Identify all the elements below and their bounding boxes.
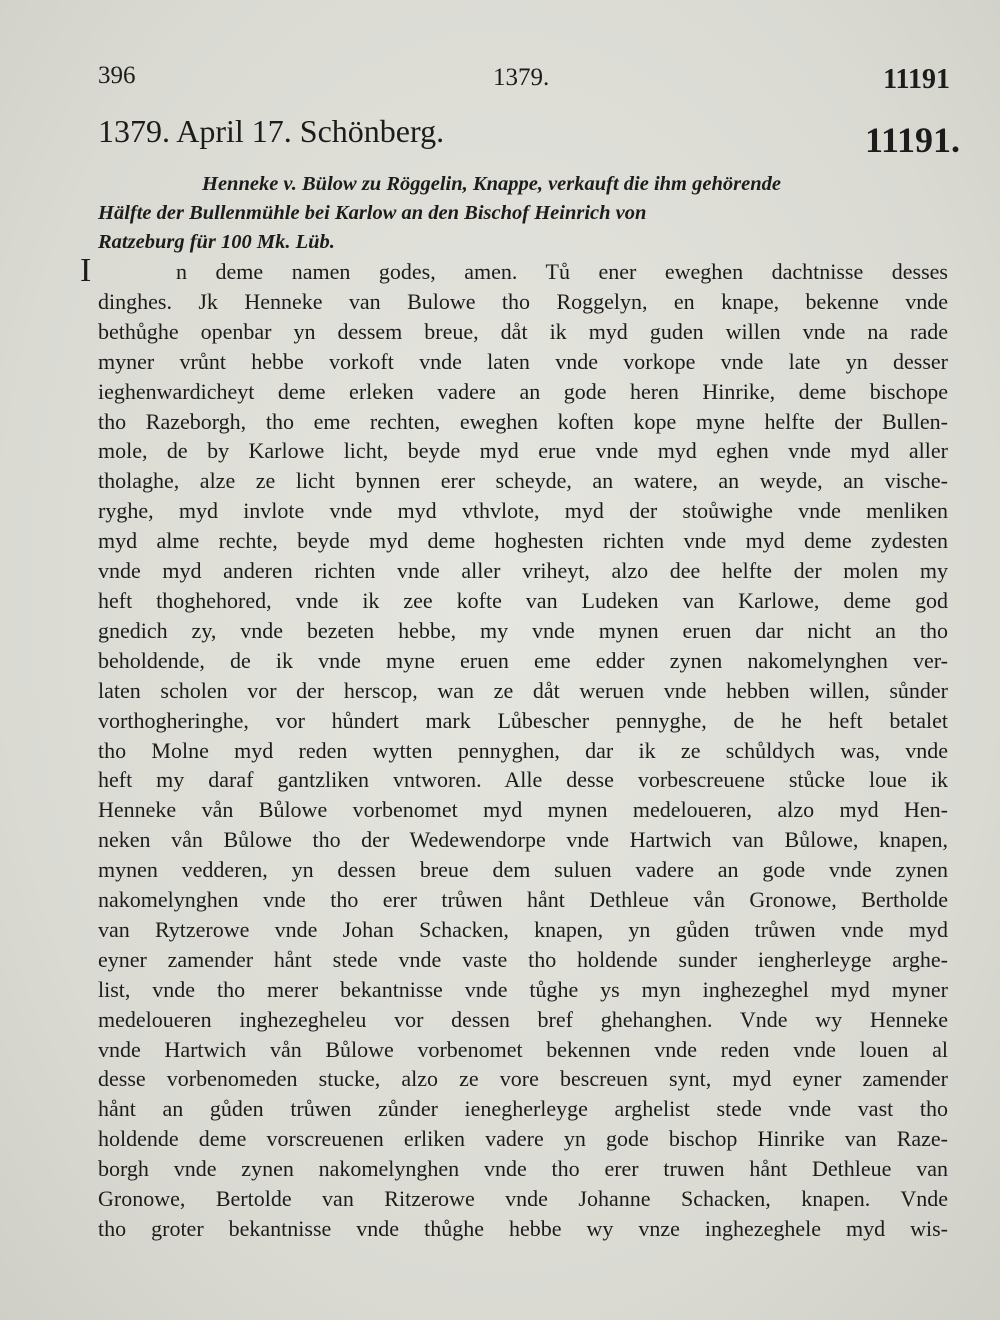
initial-letter: I — [80, 252, 92, 289]
header-document-number: 11191 — [883, 64, 950, 95]
text-line: hånt an gůden trůwen zůnder ienegherleyge arghelist stede vnde vast tho — [98, 1096, 948, 1122]
text-line: ieghenwardicheyt deme erleken vadere an gode heren Hinrike, deme bischope — [98, 378, 948, 404]
summary-line: Henneke v. Bülow zu Röggelin, Knappe, verkauft die ihm gehörende — [202, 173, 781, 195]
text-line: list, vnde tho merer bekantnisse vnde tůghe ys myn inghezeghel myd myner — [98, 976, 948, 1002]
text-line: eyner zamender hånt stede vnde vaste tho holdende sunder iengherleyge arghe- — [98, 946, 948, 972]
text-line: van Rytzerowe vnde Johan Schacken, knapen, yn gůden trůwen vnde myd — [98, 916, 948, 942]
text-line: tho Molne myd reden wytten pennyghen, dar ik ze schůldych was, vnde — [98, 737, 948, 763]
text-line: heft my daraf gantzliken vntworen. Alle desse vorbescreuene stůcke loue ik — [98, 767, 948, 793]
text-line: n deme namen godes, amen. Tů ener eweghen dachtnisse desses — [176, 259, 948, 284]
text-line: heft thoghehored, vnde ik zee kofte van Ludeken van Karlowe, deme god — [98, 587, 948, 613]
text-line: myner vrůnt hebbe vorkoft vnde laten vnde vorkope vnde late yn desser — [98, 348, 948, 374]
text-line: nakomelynghen vnde tho erer trůwen hånt Dethleue vån Gronowe, Bertholde — [98, 887, 948, 913]
text-line: tho groter bekantnisse vnde thůghe hebbe wy vnze inghezeghele myd wis- — [98, 1216, 948, 1241]
text-line: holdende deme vorscreuenen erliken vadere yn gode bischop Hinrike van Raze- — [98, 1126, 948, 1152]
text-line: mynen vedderen, yn dessen breue dem suluen vadere an gode vnde zynen — [98, 857, 948, 883]
text-line: borgh vnde zynen nakomelynghen vnde tho erer truwen hånt Dethleue van — [98, 1156, 948, 1182]
text-line: Gronowe, Bertolde van Ritzerowe vnde Johanne Schacken, knapen. Vnde — [98, 1186, 948, 1212]
text-line: vorthogheringhe, vor hůndert mark Lůbescher pennyghe, de he heft betalet — [98, 707, 948, 733]
text-line: mole, de by Karlowe licht, beyde myd erue vnde myd eghen vnde myd aller — [98, 438, 948, 464]
text-line: tholaghe, alze ze licht bynnen erer scheyde, an watere, an weyde, an vische- — [98, 468, 948, 494]
text-line: vnde myd anderen richten vnde aller vriheyt, alzo dee helfte der molen my — [98, 558, 948, 584]
running-header — [98, 62, 950, 102]
charter-date-place: 1379. April 17. Schönberg. — [98, 113, 445, 149]
text-line: ryghe, myd invlote vnde myd vthvlote, myd der stoůwighe vnde menliken — [98, 498, 948, 524]
text-line: tho Razeborgh, tho eme rechten, eweghen koften kope myne helfte der Bullen- — [98, 408, 948, 434]
text-line: vnde Hartwich vån Bůlowe vorbenomet bekennen vnde reden vnde louen al — [98, 1036, 948, 1062]
charter-text — [98, 257, 948, 1244]
text-line: dinghes. Jk Henneke van Bulowe tho Roggelyn, en knape, bekenne vnde — [98, 288, 948, 314]
charter-number: 11191. — [864, 120, 960, 160]
text-line: neken vån Bůlowe tho der Wedewendorpe vnde Hartwich van Bůlowe, knapen, — [98, 827, 948, 853]
page-number: 396 — [98, 62, 136, 89]
text-line: desse vorbenomeden stucke, alzo ze vore bescreuen synt, myd eyner zamender — [98, 1066, 948, 1092]
header-year: 1379. — [493, 64, 550, 91]
text-line: gnedich zy, vnde bezeten hebbe, my vnde mynen eruen dar nicht an tho — [98, 617, 948, 643]
charter-summary — [98, 170, 953, 257]
summary-line: Ratzeburg für 100 Mk. Lüb. — [98, 231, 335, 253]
text-line: laten scholen vor der herscop, wan ze dåt weruen vnde hebben willen, sůnder — [98, 677, 948, 703]
text-line: Henneke vån Bůlowe vorbenomet myd mynen medeloueren, alzo myd Hen- — [98, 797, 948, 823]
summary-line: Hälfte der Bullenmühle bei Karlow an den Bischof Heinrich von — [98, 202, 647, 224]
charter-heading — [98, 113, 960, 159]
text-line: beholdende, de ik vnde myne eruen eme edder zynen nakomelynghen ver- — [98, 647, 948, 673]
text-line: myd alme rechte, beyde myd deme hoghesten richten vnde myd deme zydesten — [98, 528, 948, 554]
text-line: bethůghe openbar yn dessem breue, dåt ik myd guden willen vnde na rade — [98, 318, 948, 344]
text-line: medeloueren inghezegheleu vor dessen bref ghehanghen. Vnde wy Henneke — [98, 1006, 948, 1032]
